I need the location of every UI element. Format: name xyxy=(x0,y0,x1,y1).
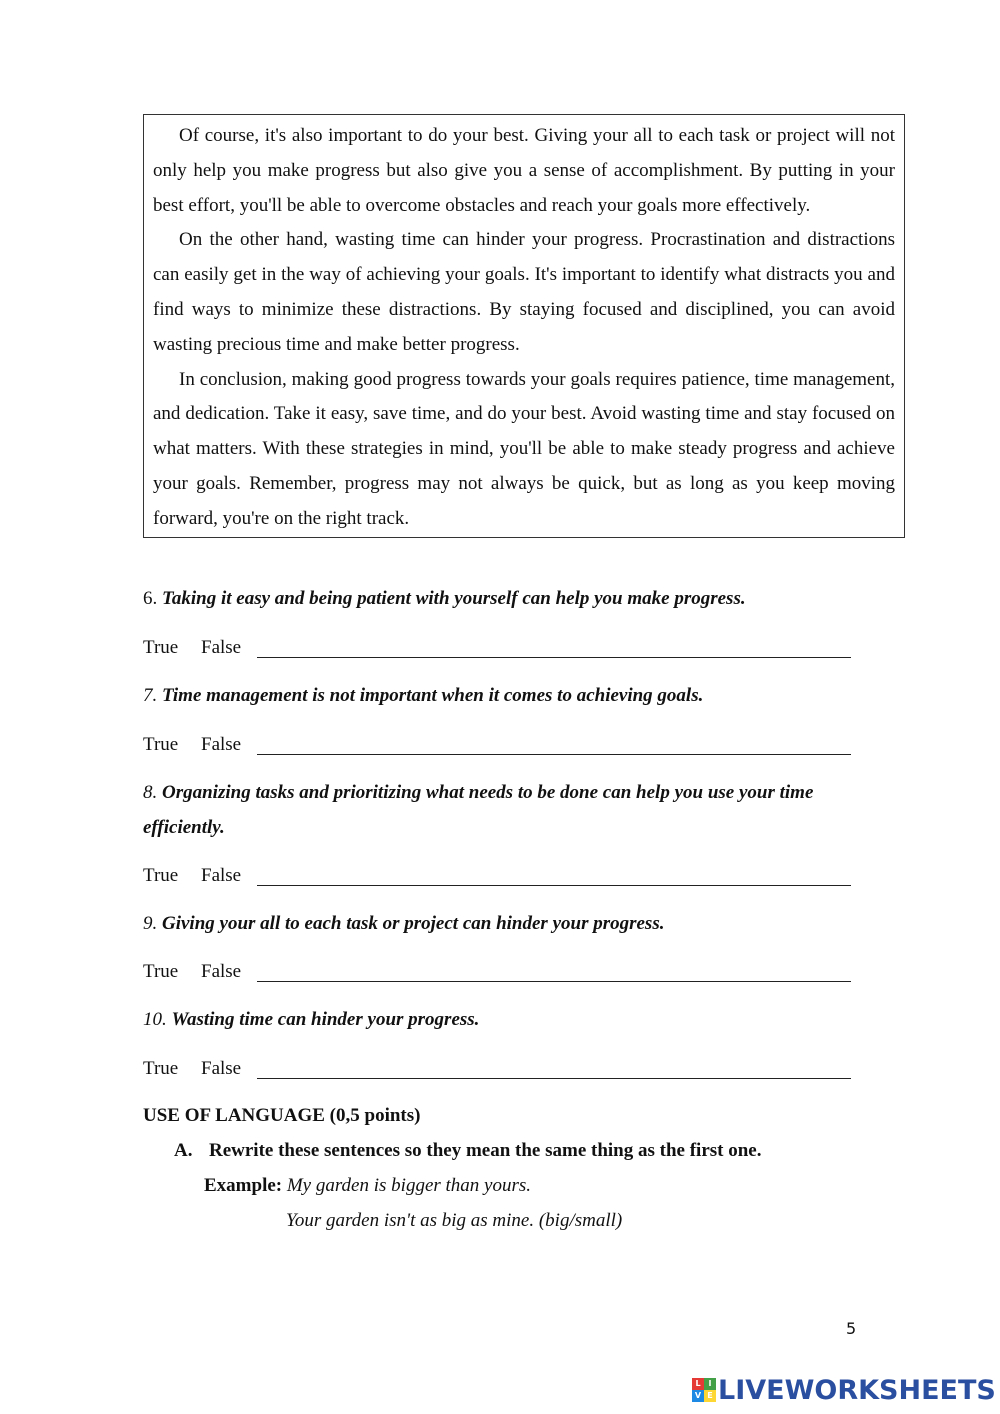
answer-row-7 xyxy=(143,733,256,757)
watermark-text: LIVEWORKSHEETS xyxy=(718,1374,996,1406)
section-heading-use-of-language: USE OF LANGUAGE (0,5 points) xyxy=(143,1105,421,1126)
reading-passage-box xyxy=(143,114,905,538)
example-label: Example: xyxy=(204,1175,283,1196)
example-answer: Your garden isn't as big as mine. (big/small) xyxy=(286,1210,623,1231)
logo-letter-i: I xyxy=(704,1378,716,1390)
liveworksheets-logo-icon xyxy=(692,1378,716,1402)
answer-blank[interactable] xyxy=(257,981,851,982)
true-option[interactable]: True xyxy=(143,637,179,658)
logo-letter-l: L xyxy=(692,1378,704,1390)
question-text: Organizing tasks and prioritizing what needs to be done can help you use your time efficiently. xyxy=(143,782,814,838)
question-number: 10. xyxy=(143,1009,167,1030)
example-sentence: My garden is bigger than yours. xyxy=(286,1175,532,1196)
passage-paragraph: Of course, it's also important to do your best. Giving your all to each task or project will not only help you make progress but also give you a sense of accomplishment. By putting in your best effort, you'll be able to overcome obstacles and reach your goals more effectively. xyxy=(153,125,895,216)
answer-row-8 xyxy=(143,864,256,888)
false-option[interactable]: False xyxy=(201,961,242,982)
true-option[interactable]: True xyxy=(143,865,179,886)
question-number: 6. xyxy=(143,588,158,609)
answer-row-9 xyxy=(143,960,256,984)
true-option[interactable]: True xyxy=(143,961,179,982)
answer-row-10 xyxy=(143,1057,256,1081)
question-text: Taking it easy and being patient with yourself can help you make progress. xyxy=(162,588,746,609)
question-number: 9. xyxy=(143,913,158,934)
answer-row-6 xyxy=(143,636,256,660)
answer-blank[interactable] xyxy=(257,754,851,755)
false-option[interactable]: False xyxy=(201,865,242,886)
question-text: Giving your all to each task or project can hinder your progress. xyxy=(162,913,665,934)
task-instruction-text: Rewrite these sentences so they mean the same thing as the first one. xyxy=(209,1140,762,1161)
false-option[interactable]: False xyxy=(201,1058,242,1079)
passage-paragraph: In conclusion, making good progress towards your goals requires patience, time management, and dedication. Take it easy, save time, and do your best. Avoid wasting time and stay focused on what matters. With these strategies in mind, you'll be able to make steady progress and achieve your goals. Remember, progress may not always be quick, but as long as you keep moving forward, you're on the right track. xyxy=(153,368,895,529)
question-text: Wasting time can hinder your progress. xyxy=(171,1009,480,1030)
question-number: 8. xyxy=(143,782,158,803)
answer-blank[interactable] xyxy=(257,1078,851,1079)
liveworksheets-watermark xyxy=(692,1373,996,1407)
logo-letter-e: E xyxy=(704,1390,716,1402)
question-9 xyxy=(143,906,863,941)
task-a-instruction xyxy=(174,1139,761,1163)
true-option[interactable]: True xyxy=(143,1058,179,1079)
passage-paragraph: On the other hand, wasting time can hinder your progress. Procrastination and distractions can easily get in the way of achieving your goals. It's important to identify what distracts you and find ways to minimize these distractions. By staying focused and disciplined, you can avoid wasting precious time and make better progress. xyxy=(153,229,895,355)
logo-letter-v: V xyxy=(692,1390,704,1402)
question-number: 7. xyxy=(143,685,158,706)
question-text: Time management is not important when it comes to achieving goals. xyxy=(162,685,704,706)
question-8 xyxy=(143,775,863,845)
false-option[interactable]: False xyxy=(201,734,242,755)
page-number: 5 xyxy=(846,1319,857,1338)
false-option[interactable]: False xyxy=(201,637,242,658)
true-option[interactable]: True xyxy=(143,734,179,755)
task-letter: A. xyxy=(174,1140,193,1161)
question-7 xyxy=(143,678,863,713)
question-10 xyxy=(143,1002,863,1037)
answer-blank[interactable] xyxy=(257,885,851,886)
answer-blank[interactable] xyxy=(257,657,851,658)
question-6 xyxy=(143,581,863,616)
example-row xyxy=(204,1174,531,1198)
